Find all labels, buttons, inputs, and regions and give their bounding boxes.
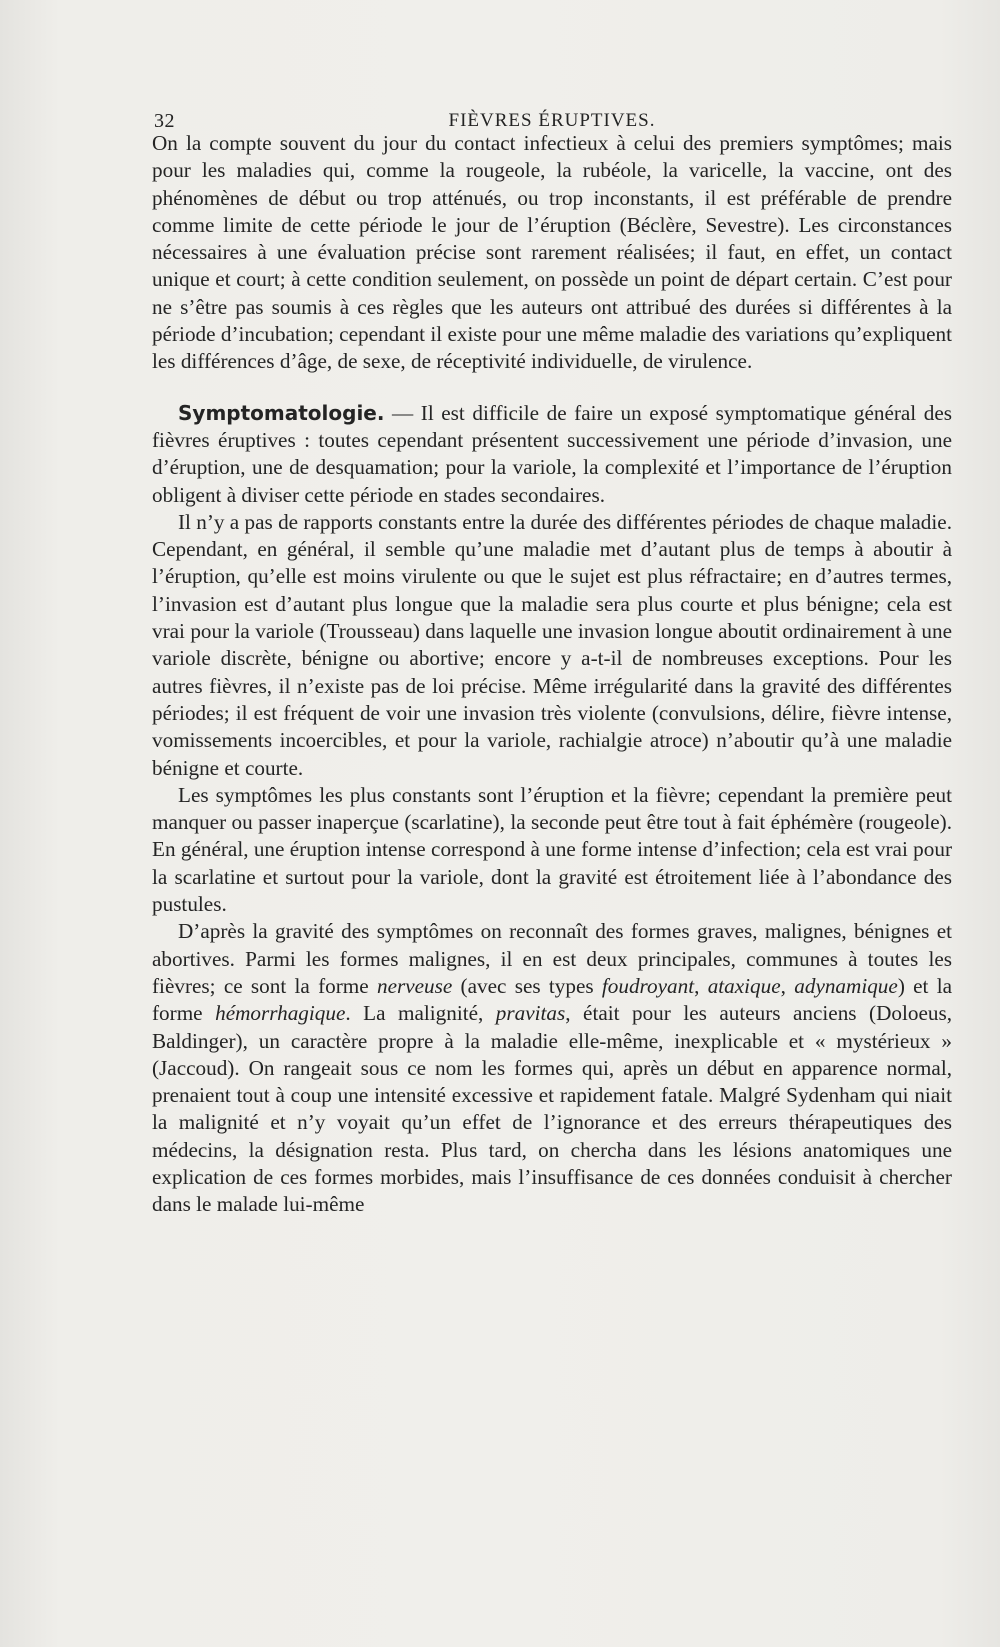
page-number: 32 [154,110,175,132]
text-run: , [694,973,708,998]
text-run: , [780,973,795,998]
running-header [152,104,952,130]
italic-term: adynamique [794,973,898,998]
text-run: , était pour les auteurs anciens (Doloeus, Baldinger), un caractère propre à la maladie elle-même, inexplicable et « mystérieux » (Jaccoud). On rangeait sous ce nom les formes qui, après un début en apparence normal, prenaient tout à coup une intensité excessive et rapidement fatale. Malgré Sydenham qui niait la malignité et n’y voyait qu’un effet de l’ignorance et des erreurs thérapeutiques des médecins, la désignation resta. Plus tard, on chercha dans les lésions anatomiques une explication de ces formes morbides, mais l’insuffisance de ces données conduisit à chercher dans le malade lui-même [152,1001,953,1217]
italic-term: pravitas [495,1001,566,1026]
text-run: D’après la gravité des symptômes on reconnaît des formes graves, malignes, bénignes et abortives. Parmi les formes malignes, il en est deux principales, communes à toutes les fièvres; ce sont la forme [152,919,952,998]
text-run: . La malignité, [345,1001,496,1026]
italic-term: nerveuse [376,973,453,998]
running-title: FIÈVRES ÉRUPTIVES. [448,110,656,131]
paragraph-durations: Il n’y a pas de rapports constants entre la durée des différentes périodes de chaque maladie. Cependant, en général, il semble qu’une maladie met d’autant plus de temps à aboutir à l’éruption, qu’elle est moins virulente ou que le sujet est plus réfractaire; en d’autres termes, l’invasion est d’autant plus longue que la maladie sera plus courte et plus bénigne; cela est vrai pour la variole (Trousseau) dans laquelle une invasion longue aboutit ordinairement à une variole discrète, bénigne ou abortive; encore y a-t-il de nombreuses exceptions. Pour les autres fièvres, il n’existe pas de loi précise. Même irrégularité dans la gravité des différentes périodes; il est fréquent de voir une invasion très violente (convulsions, délire, fièvre intense, vomissements incoercibles, et pour la variole, rachialgie atroce) n’aboutir qu’à une maladie bénigne et courte. [152,509,952,780]
text-run: (avec ses types [452,973,602,998]
paragraph-severity-forms [152,918,952,1218]
italic-term: hémorrhagique [215,1001,346,1026]
section-heading: Symptomatologie. [178,400,385,425]
text-run: ) et la forme [152,973,953,1026]
body-text [152,130,952,1219]
paragraph-incubation: On la compte souvent du jour du contact infectieux à celui des premiers symptômes; mais pour les maladies qui, comme la rougeole, la rubéole, la varicelle, la vaccine, ont des phénomènes de début ou trop atténués, ou trop inconstants, il est préférable de prendre comme limite de cette période le jour de l’éruption (Béclère, Sevestre). Les circonstances nécessaires à une évaluation précise sont rarement réalisées; il faut, en effet, un contact unique et court; à cette condition seulement, on possède un point de départ certain. C’est pour ne s’être pas soumis à ces règles que les auteurs ont attribué des durées si différentes à la période d’incubation; cependant il existe pour une même maladie des variations qu’expliquent les différences d’âge, de sexe, de réceptivité individuelle, de virulence. [152,131,952,374]
italic-term: ataxique [707,973,781,998]
paragraph-constant-symptoms: Les symptômes les plus constants sont l’éruption et la fièvre; cependant la première peut manquer ou passer inaperçue (scarlatine), la seconde peut être tout à fait éphémère (rougeole). En général, une éruption intense correspond à une forme intense d’infection; cela est vrai pour la scarlatine et surtout pour la variole, dont la gravité est étroitement liée à l’abondance des pustules. [152,782,952,917]
paragraph-symptomatologie [152,400,952,509]
section-lead-text: — Il est difficile de faire un exposé symptomatique général des fièvres éruptives : toutes cependant présentent successivement une période d’invasion, une d’éruption, une de desquamation; pour la variole, la complexité et l’importance de l’éruption obligent à diviser cette période en stades secondaires. [152,400,952,507]
book-page [152,104,952,1219]
italic-term: foudroyant [601,973,695,998]
